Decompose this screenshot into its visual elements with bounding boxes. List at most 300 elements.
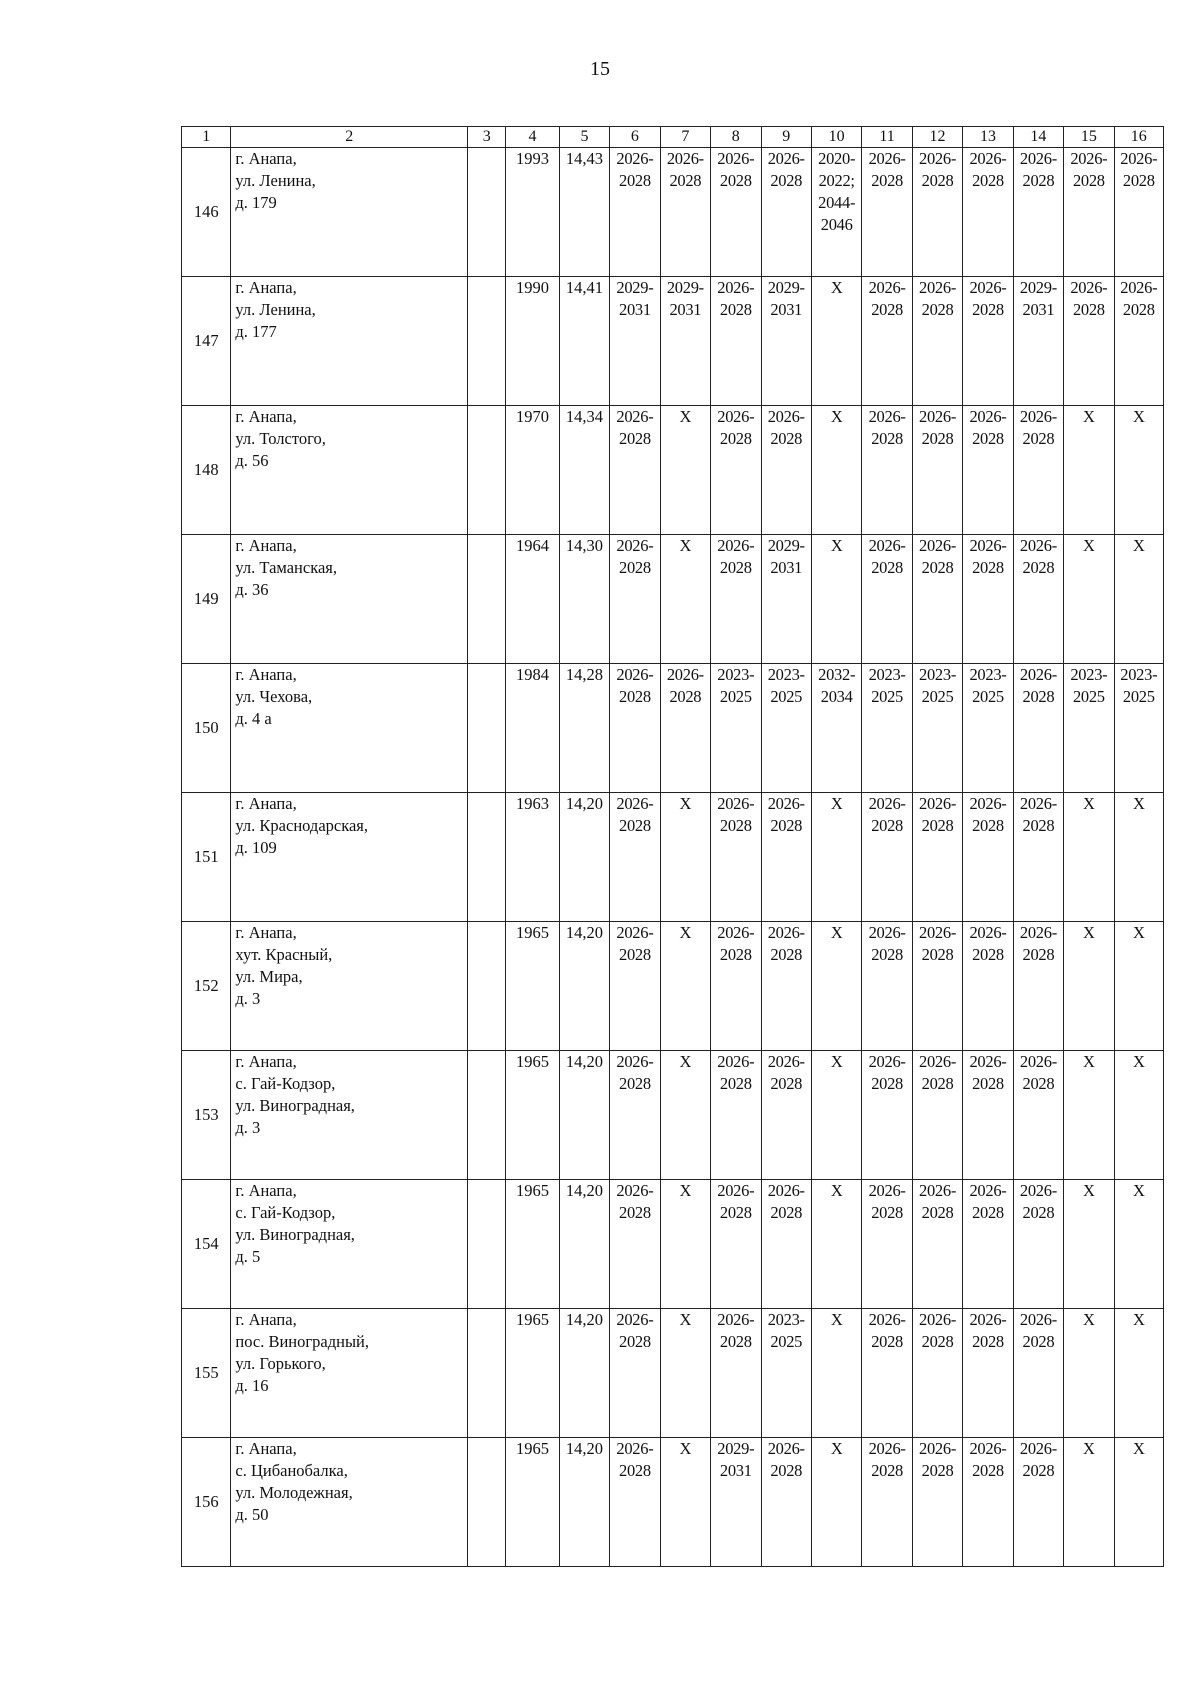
period-line: 2026- (919, 1181, 957, 1200)
period-line: Х (679, 1181, 692, 1200)
address-line: ул. Виноградная, (235, 1225, 355, 1244)
period-line: 2028 (770, 429, 803, 448)
column-3-cell (468, 535, 506, 664)
period-line: 2028 (871, 558, 903, 577)
value-cell: 14,20 (559, 1051, 609, 1180)
column-3-cell (468, 922, 506, 1051)
table-row (182, 793, 1164, 922)
address-line: г. Анапа, (235, 536, 297, 555)
period-line: 2028 (921, 300, 954, 319)
period-line: 2028 (619, 1332, 651, 1351)
period-line: 2025 (1122, 687, 1155, 706)
period-cell (963, 1051, 1013, 1180)
period-line: 2025 (871, 687, 903, 706)
period-cell (862, 277, 912, 406)
period-cell (811, 664, 861, 793)
period-cell (1013, 1438, 1063, 1567)
row-number: 151 (182, 793, 231, 922)
column-header: 1 (182, 127, 231, 148)
period-line: 2031 (770, 300, 803, 319)
period-cell (862, 535, 912, 664)
period-line: 2028 (719, 171, 752, 190)
period-cell (610, 1051, 660, 1180)
period-cell (610, 148, 660, 277)
period-line: 2028 (972, 171, 1004, 190)
address-line: г. Анапа, (235, 1439, 297, 1458)
period-cell (862, 406, 912, 535)
period-line: 2026- (717, 794, 755, 813)
address-line: г. Анапа, (235, 794, 297, 813)
column-3-cell (468, 1438, 506, 1567)
period-line: 2028 (921, 1461, 954, 1480)
column-header: 14 (1013, 127, 1063, 148)
period-cell (1114, 406, 1163, 535)
column-header: 15 (1064, 127, 1114, 148)
period-line: 2028 (669, 687, 702, 706)
table-row (182, 922, 1164, 1051)
period-line: 2026- (1070, 278, 1108, 297)
period-cell (1064, 535, 1114, 664)
address-cell (231, 1180, 468, 1309)
period-cell (912, 535, 962, 664)
period-line: 2028 (921, 171, 954, 190)
period-line: Х (830, 1310, 843, 1329)
column-header: 3 (468, 127, 506, 148)
period-line: 2026- (767, 149, 805, 168)
period-line: 2028 (1022, 945, 1055, 964)
column-3-cell (468, 406, 506, 535)
period-line: 2026- (616, 1181, 654, 1200)
period-line: 2028 (770, 945, 803, 964)
period-line: 2026- (969, 794, 1007, 813)
period-line: 2028 (619, 558, 651, 577)
address-cell (231, 922, 468, 1051)
period-cell (1013, 277, 1063, 406)
period-cell (1114, 148, 1163, 277)
period-line: 2026- (616, 1439, 654, 1458)
period-line: Х (679, 536, 692, 555)
period-cell (912, 277, 962, 406)
year-cell: 1993 (506, 148, 560, 277)
period-line: Х (1083, 1181, 1095, 1200)
period-line: 2026- (767, 794, 805, 813)
period-line: Х (1083, 1052, 1095, 1071)
period-line: 2026- (616, 665, 654, 684)
period-cell (1013, 793, 1063, 922)
row-number: 155 (182, 1309, 231, 1438)
period-cell (912, 793, 962, 922)
period-line: 2026- (868, 536, 906, 555)
period-line: 2026- (868, 923, 906, 942)
period-line: 2028 (1022, 558, 1055, 577)
period-line: Х (830, 1439, 843, 1458)
period-cell (660, 1438, 710, 1567)
period-cell (1013, 406, 1063, 535)
period-cell (761, 1309, 811, 1438)
period-line: 2026- (767, 1181, 805, 1200)
period-line: 2029- (1019, 278, 1057, 297)
period-line: 2046 (820, 215, 853, 234)
period-cell (1064, 664, 1114, 793)
period-cell (912, 148, 962, 277)
period-line: 2028 (719, 1203, 752, 1222)
period-cell (660, 793, 710, 922)
row-number: 156 (182, 1438, 231, 1567)
period-line: Х (830, 278, 843, 297)
period-line: 2025 (770, 687, 803, 706)
page-number: 15 (590, 58, 610, 80)
value-cell: 14,20 (559, 1309, 609, 1438)
period-cell (761, 793, 811, 922)
period-line: Х (830, 1181, 843, 1200)
period-line: 2028 (719, 1074, 752, 1093)
year-cell: 1965 (506, 1309, 560, 1438)
period-line: 2028 (619, 816, 651, 835)
period-line: 2026- (767, 1052, 805, 1071)
period-line: 2020- (818, 149, 856, 168)
year-cell: 1990 (506, 277, 560, 406)
table-row (182, 1180, 1164, 1309)
address-cell (231, 1051, 468, 1180)
period-line: 2028 (1022, 1461, 1055, 1480)
period-line: 2028 (1022, 429, 1055, 448)
address-line: д. 36 (235, 580, 269, 599)
period-cell (660, 664, 710, 793)
table-row (182, 1309, 1164, 1438)
period-line: 2028 (972, 1332, 1004, 1351)
period-cell (761, 1180, 811, 1309)
period-line: 2026- (919, 1310, 957, 1329)
period-line: 2026- (868, 1310, 906, 1329)
period-line: 2031 (619, 300, 651, 319)
column-header: 9 (761, 127, 811, 148)
period-cell (1013, 1180, 1063, 1309)
period-cell (711, 664, 761, 793)
period-line: 2028 (1122, 171, 1155, 190)
address-line: ул. Горького, (235, 1354, 326, 1373)
period-cell (711, 148, 761, 277)
period-line: 2028 (770, 171, 803, 190)
period-cell (1064, 1051, 1114, 1180)
period-cell (711, 1438, 761, 1567)
period-line: 2026- (767, 923, 805, 942)
address-line: д. 4 а (235, 709, 272, 728)
period-cell (1013, 1051, 1063, 1180)
period-line: 2025 (921, 687, 954, 706)
period-cell (1013, 535, 1063, 664)
column-number-header-row (182, 127, 1164, 148)
period-line: 2026- (666, 665, 704, 684)
period-cell (761, 148, 811, 277)
value-cell: 14,20 (559, 1180, 609, 1309)
period-line: 2028 (1022, 1203, 1055, 1222)
period-line: 2028 (770, 1461, 803, 1480)
period-line: 2028 (719, 816, 752, 835)
period-line: 2025 (1072, 687, 1105, 706)
address-line: д. 179 (235, 193, 277, 212)
address-line: г. Анапа, (235, 665, 297, 684)
period-cell (1013, 1309, 1063, 1438)
period-cell (963, 1180, 1013, 1309)
address-line: д. 16 (235, 1376, 269, 1395)
period-line: 2026- (1019, 1052, 1057, 1071)
period-line: Х (830, 1052, 843, 1071)
table-row (182, 1438, 1164, 1567)
period-cell (811, 148, 861, 277)
period-line: 2028 (669, 171, 702, 190)
address-line: ул. Краснодарская, (235, 816, 369, 835)
period-line: 2028 (719, 429, 752, 448)
period-line: 2028 (1072, 300, 1105, 319)
period-line: 2031 (1022, 300, 1055, 319)
column-3-cell (468, 148, 506, 277)
period-line: 2026- (1070, 149, 1108, 168)
period-cell (660, 277, 710, 406)
period-line: Х (1132, 794, 1145, 813)
address-line: ул. Мира, (235, 967, 303, 986)
period-line: 2028 (619, 1461, 651, 1480)
period-cell (711, 406, 761, 535)
address-line: д. 56 (235, 451, 269, 470)
period-line: 2028 (871, 1203, 903, 1222)
period-line: 2026- (1120, 278, 1158, 297)
period-cell (610, 277, 660, 406)
period-cell (1114, 664, 1163, 793)
period-cell (711, 535, 761, 664)
period-line: Х (679, 923, 692, 942)
period-line: 2026- (868, 278, 906, 297)
address-line: г. Анапа, (235, 1052, 297, 1071)
period-line: 2029- (717, 1439, 755, 1458)
period-line: 2026- (666, 149, 704, 168)
period-line: 2028 (619, 1203, 651, 1222)
period-cell (912, 1180, 962, 1309)
period-line: 2029- (767, 278, 805, 297)
period-line: 2026- (717, 1052, 755, 1071)
column-header: 12 (912, 127, 962, 148)
period-line: 2031 (770, 558, 803, 577)
period-cell (1064, 1180, 1114, 1309)
period-line: 2028 (972, 1074, 1004, 1093)
period-cell (711, 1180, 761, 1309)
period-cell (811, 277, 861, 406)
period-line: 2026- (616, 1310, 654, 1329)
year-cell: 1965 (506, 1180, 560, 1309)
period-line: 2028 (921, 429, 954, 448)
period-cell (711, 922, 761, 1051)
period-line: Х (1132, 536, 1145, 555)
table-row (182, 1051, 1164, 1180)
address-line: ул. Ленина, (235, 171, 316, 190)
period-line: 2029- (767, 536, 805, 555)
period-cell (711, 1051, 761, 1180)
column-3-cell (468, 1180, 506, 1309)
address-line: д. 109 (235, 838, 277, 857)
period-cell (761, 535, 811, 664)
address-cell (231, 535, 468, 664)
period-line: 2032- (818, 665, 856, 684)
address-line: г. Анапа, (235, 407, 297, 426)
period-cell (610, 1180, 660, 1309)
address-cell (231, 277, 468, 406)
period-line: 2031 (669, 300, 702, 319)
period-cell (610, 1438, 660, 1567)
period-line: 2029- (616, 278, 654, 297)
period-line: 2026- (1120, 149, 1158, 168)
period-line: 2028 (1022, 687, 1055, 706)
period-line: Х (1132, 1310, 1145, 1329)
period-cell (1064, 793, 1114, 922)
address-line: с. Цибанобалка, (235, 1461, 348, 1480)
period-cell (912, 1438, 962, 1567)
period-cell (862, 793, 912, 922)
address-line: с. Гай-Кодзор, (235, 1203, 336, 1222)
row-number: 153 (182, 1051, 231, 1180)
period-line: 2028 (972, 429, 1004, 448)
period-cell (811, 1438, 861, 1567)
period-cell (963, 922, 1013, 1051)
column-header: 2 (231, 127, 468, 148)
period-cell (912, 1309, 962, 1438)
period-cell (1013, 664, 1063, 793)
column-header: 16 (1114, 127, 1163, 148)
column-3-cell (468, 1051, 506, 1180)
period-cell (1064, 277, 1114, 406)
column-header: 8 (711, 127, 761, 148)
period-cell (660, 535, 710, 664)
period-cell (711, 1309, 761, 1438)
period-line: Х (679, 407, 692, 426)
period-cell (610, 664, 660, 793)
column-header: 6 (610, 127, 660, 148)
value-cell: 14,20 (559, 922, 609, 1051)
period-line: 2028 (719, 1332, 752, 1351)
period-line: 2026- (868, 407, 906, 426)
period-cell (711, 277, 761, 406)
period-line: 2026- (1019, 794, 1057, 813)
period-line: 2023- (969, 665, 1007, 684)
period-line: 2028 (1022, 171, 1055, 190)
period-line: 2026- (969, 407, 1007, 426)
period-line: Х (1083, 1310, 1095, 1329)
period-cell (660, 148, 710, 277)
address-line: ул. Молодежная, (235, 1483, 353, 1502)
period-line: Х (679, 1310, 692, 1329)
period-line: 2026- (616, 149, 654, 168)
period-line: Х (679, 1439, 692, 1458)
row-number: 148 (182, 406, 231, 535)
row-number: 150 (182, 664, 231, 793)
period-line: Х (679, 794, 692, 813)
period-line: Х (1083, 794, 1095, 813)
period-line: 2026- (616, 1052, 654, 1071)
period-line: Х (1132, 1181, 1145, 1200)
period-line: 2026- (919, 536, 957, 555)
period-cell (1013, 922, 1063, 1051)
period-cell (862, 1051, 912, 1180)
period-cell (660, 1309, 710, 1438)
address-line: г. Анапа, (235, 149, 297, 168)
period-line: 2028 (871, 1074, 903, 1093)
period-line: 2028 (1022, 816, 1055, 835)
period-line: 2026- (919, 1052, 957, 1071)
period-line: 2026- (919, 278, 957, 297)
period-cell (610, 406, 660, 535)
period-line: 2028 (619, 171, 651, 190)
period-cell (811, 922, 861, 1051)
table-row (182, 148, 1164, 277)
period-cell (963, 664, 1013, 793)
period-line: 2026- (717, 536, 755, 555)
period-line: 2028 (972, 1461, 1004, 1480)
column-header: 4 (506, 127, 560, 148)
table-row (182, 535, 1164, 664)
period-cell (660, 1051, 710, 1180)
period-line: 2028 (921, 816, 954, 835)
period-cell (862, 1438, 912, 1567)
period-line: 2026- (919, 407, 957, 426)
period-line: 2028 (972, 816, 1004, 835)
period-cell (963, 406, 1013, 535)
period-line: 2028 (921, 1074, 954, 1093)
period-line: 2023- (1070, 665, 1108, 684)
period-cell (1114, 277, 1163, 406)
address-line: д. 177 (235, 322, 277, 341)
period-cell (1114, 1438, 1163, 1567)
period-cell (660, 406, 710, 535)
row-number: 146 (182, 148, 231, 277)
year-cell: 1965 (506, 922, 560, 1051)
address-line: ул. Чехова, (235, 687, 313, 706)
column-3-cell (468, 793, 506, 922)
period-cell (1114, 1051, 1163, 1180)
period-line: 2028 (921, 558, 954, 577)
period-line: 2026- (969, 536, 1007, 555)
period-cell (811, 535, 861, 664)
period-line: Х (830, 407, 843, 426)
year-cell: 1970 (506, 406, 560, 535)
period-cell (1114, 1180, 1163, 1309)
period-line: 2023- (717, 665, 755, 684)
period-cell (761, 664, 811, 793)
period-cell (811, 793, 861, 922)
period-cell (1064, 922, 1114, 1051)
period-line: 2028 (619, 429, 651, 448)
period-line: 2028 (770, 816, 803, 835)
year-cell: 1963 (506, 793, 560, 922)
period-cell (811, 1180, 861, 1309)
period-cell (660, 1180, 710, 1309)
period-cell (963, 1309, 1013, 1438)
period-line: 2022; (818, 171, 855, 190)
period-cell (660, 922, 710, 1051)
period-line: 2026- (868, 1052, 906, 1071)
period-line: 2028 (871, 171, 903, 190)
period-line: 2026- (969, 1181, 1007, 1200)
period-cell (761, 277, 811, 406)
address-line: д. 50 (235, 1505, 269, 1524)
period-line: 2028 (871, 945, 903, 964)
period-line: Х (830, 794, 843, 813)
period-line: 2026- (1019, 407, 1057, 426)
address-line: г. Анапа, (235, 1310, 297, 1329)
value-cell: 14,20 (559, 1438, 609, 1567)
period-line: 2023- (919, 665, 957, 684)
period-line: 2028 (921, 945, 954, 964)
period-cell (761, 922, 811, 1051)
address-line: д. 5 (235, 1247, 261, 1266)
period-line: 2028 (871, 429, 903, 448)
